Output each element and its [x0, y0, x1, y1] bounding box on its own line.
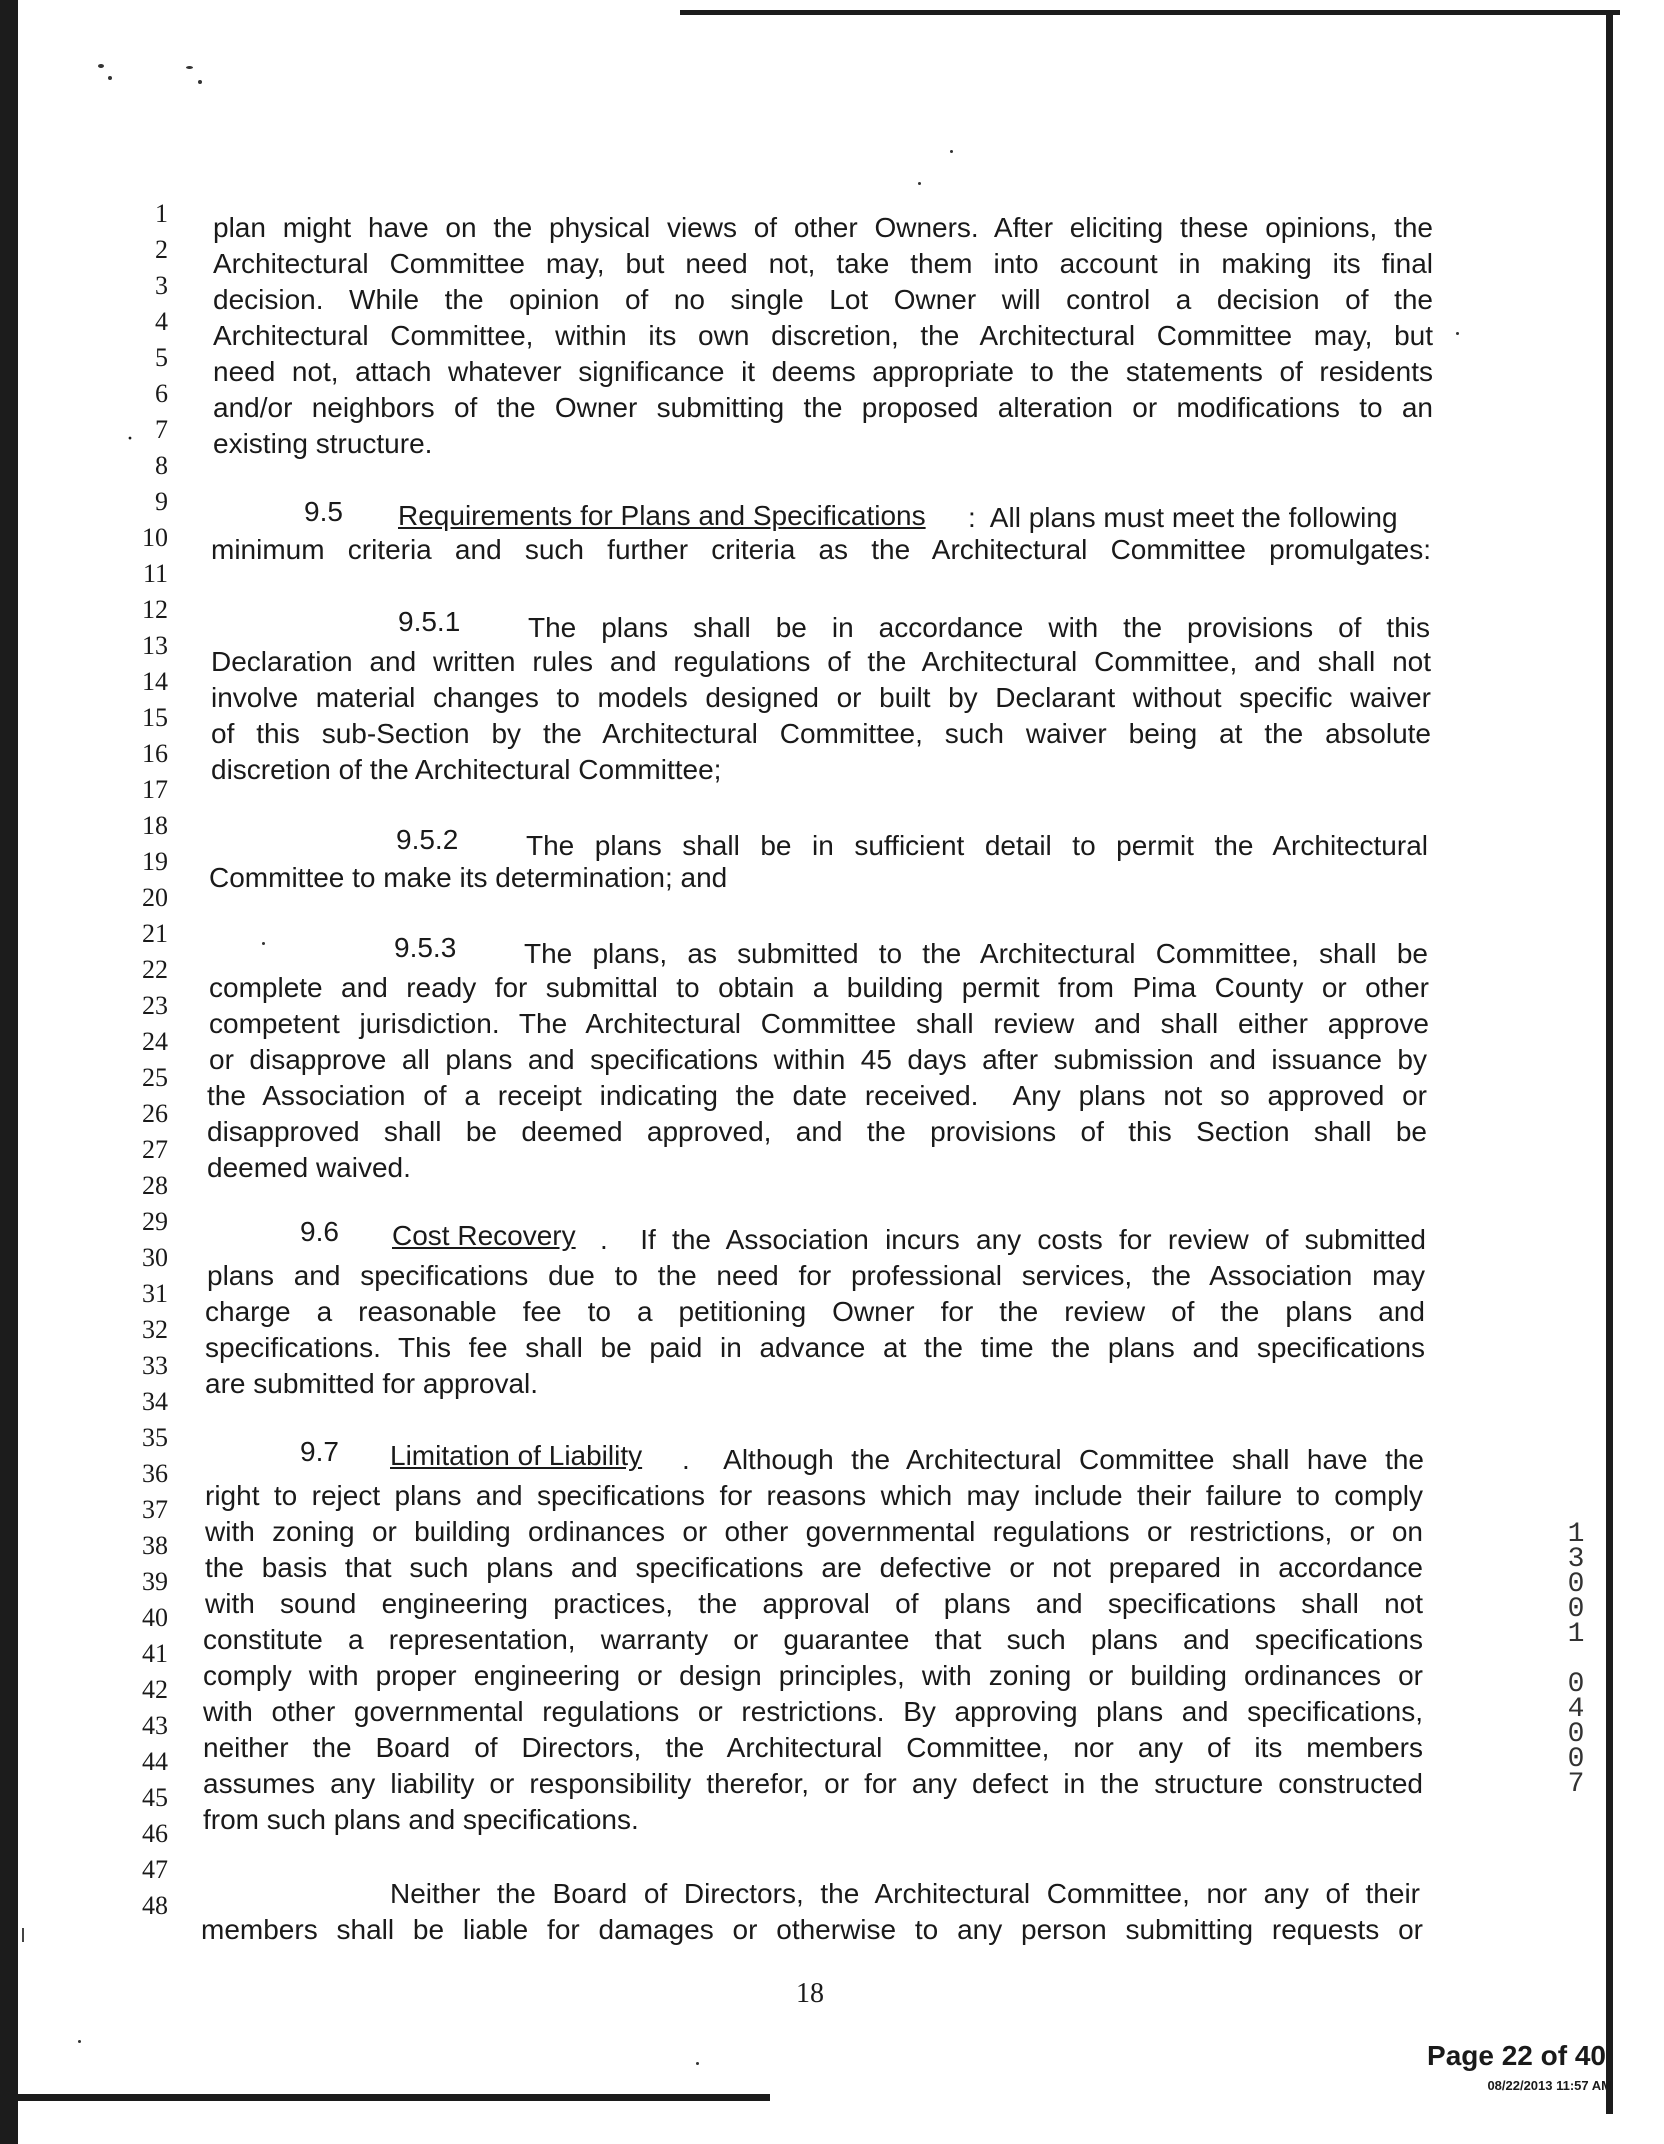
line-number: 25	[142, 1063, 168, 1092]
line-number: 31	[142, 1279, 168, 1308]
body-text-line: members shall be liable for damages or otherwise to any person submitting requests or	[201, 1914, 1423, 1945]
scan-speck	[186, 66, 193, 69]
body-text-line: charge a reasonable fee to a petitioning Owner for the review of the plans and	[205, 1296, 1425, 1327]
scan-speck	[78, 2040, 81, 2043]
line-number: 13	[142, 631, 168, 660]
body-text-line: The plans, as submitted to the Architectural Committee, shall be	[524, 938, 1428, 969]
document-id-char: 4	[1567, 1694, 1585, 1725]
body-text-line: competent jurisdiction. The Architectural Committee shall review and shall either approve	[209, 1008, 1429, 1039]
body-text-line: : All plans must meet the following	[968, 502, 1398, 533]
section-number: 9.5	[304, 496, 343, 527]
line-number: 38	[142, 1531, 168, 1560]
body-text-line: Neither the Board of Directors, the Architectural Committee, nor any of their	[390, 1878, 1420, 1909]
line-number: 34	[142, 1387, 168, 1416]
body-text-line: with zoning or building ordinances or other governmental regulations or restrictions, or on	[205, 1516, 1423, 1547]
section-number: 9.6	[300, 1216, 339, 1247]
body-text-line: assumes any liability or responsibility therefor, or for any defect in the structure constructed	[203, 1768, 1423, 1799]
body-text-line: specifications. This fee shall be paid in advance at the time the plans and specifications	[205, 1332, 1425, 1363]
section-heading: Limitation of Liability	[390, 1440, 643, 1471]
scan-speck	[108, 76, 112, 80]
line-number: 15	[142, 703, 168, 732]
line-number: 9	[155, 487, 168, 516]
body-text-line: plans and specifications due to the need for professional services, the Association may	[207, 1260, 1425, 1291]
document-id-char: 0	[1567, 1669, 1585, 1700]
body-text-line: of this sub-Section by the Architectural Committee, such waiver being at the absolute	[211, 718, 1431, 749]
line-number: 5	[155, 343, 168, 372]
line-number: 19	[142, 847, 168, 876]
body-text-line: or disapprove all plans and specifications within 45 days after submission and issuance by	[209, 1044, 1427, 1075]
line-number: 18	[142, 811, 168, 840]
scan-speck	[198, 80, 202, 84]
line-number: 7	[155, 415, 168, 444]
body-text-line: plan might have on the physical views of other Owners. After eliciting these opinions, the	[213, 212, 1433, 243]
section-number: 9.7	[300, 1436, 339, 1467]
scan-bottom-rule	[0, 2094, 770, 2101]
document-id-char: 0	[1567, 1569, 1585, 1600]
body-text-line: with other governmental regulations or restrictions. By approving plans and specifications,	[203, 1696, 1423, 1727]
margin-mark: ·	[126, 426, 134, 452]
line-number: 20	[142, 883, 168, 912]
line-number: 21	[142, 919, 168, 948]
line-number: 1	[155, 199, 168, 228]
line-number: 17	[142, 775, 168, 804]
scan-speck	[262, 942, 265, 945]
body-text-line: The plans shall be in accordance with the provisions of this	[528, 612, 1430, 643]
line-number: 29	[142, 1207, 168, 1236]
line-number: 12	[142, 595, 168, 624]
scan-right-rule	[1606, 14, 1613, 2114]
document-id-char: 1	[1567, 1619, 1585, 1650]
line-number: 14	[142, 667, 168, 696]
body-text-line: decision. While the opinion of no single Lot Owner will control a decision of the	[213, 284, 1433, 315]
line-number: 3	[155, 271, 168, 300]
line-number: 27	[142, 1135, 168, 1164]
body-text-line: Architectural Committee, within its own discretion, the Architectural Committee may, but	[213, 320, 1433, 351]
body-text-line: . If the Association incurs any costs for review of submitted	[600, 1224, 1426, 1255]
page-stamp: Page 22 of 40	[1427, 2040, 1606, 2071]
line-number: 35	[142, 1423, 168, 1452]
line-number: 8	[155, 451, 168, 480]
line-number: 4	[155, 307, 168, 336]
margin-tick	[22, 1928, 24, 1942]
line-number: 39	[142, 1567, 168, 1596]
document-id-char: 1	[1567, 1519, 1585, 1550]
line-number: 42	[142, 1675, 168, 1704]
body-text-line: are submitted for approval.	[205, 1368, 539, 1399]
page-number: 18	[796, 1978, 824, 2009]
line-number: 11	[142, 559, 168, 588]
date-stamp: 08/22/2013 11:57 AM	[1487, 2078, 1612, 2093]
line-number: 33	[142, 1351, 168, 1380]
body-text-line: . Although the Architectural Committee shall have the	[682, 1444, 1424, 1475]
line-number: 48	[142, 1891, 168, 1920]
body-text-line: and/or neighbors of the Owner submitting the proposed alteration or modifications to an	[213, 392, 1433, 423]
body-text-line: Declaration and written rules and regulations of the Architectural Committee, and shall not	[211, 646, 1431, 677]
scan-top-rule	[680, 10, 1620, 15]
scan-speck	[1456, 332, 1459, 335]
line-number: 24	[142, 1027, 168, 1056]
line-number: 37	[142, 1495, 168, 1524]
line-number: 41	[142, 1639, 168, 1668]
scan-speck	[98, 64, 104, 68]
body-text-line: with sound engineering practices, the approval of plans and specifications shall not	[205, 1588, 1423, 1619]
scan-speck	[918, 182, 921, 185]
line-number: 22	[142, 955, 168, 984]
line-number: 28	[142, 1171, 168, 1200]
body-text-line: from such plans and specifications.	[203, 1804, 639, 1835]
line-number: 36	[142, 1459, 168, 1488]
scan-speck	[950, 150, 953, 153]
body-text-line: the Association of a receipt indicating the date received. Any plans not so approved or	[207, 1080, 1427, 1111]
body-text-line: The plans shall be in sufficient detail to permit the Architectural	[526, 830, 1428, 861]
line-number: 6	[155, 379, 168, 408]
body-text-line: existing structure.	[213, 428, 433, 459]
line-number: 44	[142, 1747, 168, 1776]
line-number: 47	[142, 1855, 168, 1884]
section-number: 9.5.1	[398, 606, 461, 637]
body-text-line: Committee to make its determination; and	[209, 862, 728, 893]
line-number: 32	[142, 1315, 168, 1344]
body-text-line: need not, attach whatever significance it deems appropriate to the statements of residents	[213, 356, 1433, 387]
line-number: 46	[142, 1819, 168, 1848]
document-id-char: 3	[1567, 1544, 1585, 1575]
document-id-char: 0	[1567, 1719, 1585, 1750]
section-number: 9.5.2	[396, 824, 459, 855]
document-id-vertical	[1556, 1519, 1596, 1800]
line-number: 2	[155, 235, 168, 264]
line-number: 26	[142, 1099, 168, 1128]
body-text-line: discretion of the Architectural Committee;	[211, 754, 722, 785]
scan-speck	[696, 2062, 699, 2065]
line-number: 16	[142, 739, 168, 768]
body-text-line: neither the Board of Directors, the Architectural Committee, nor any of its members	[203, 1732, 1423, 1763]
line-number: 30	[142, 1243, 168, 1272]
body-text-line: constitute a representation, warranty or guarantee that such plans and specifications	[203, 1624, 1423, 1655]
line-number: 23	[142, 991, 168, 1020]
document-id-char: 7	[1567, 1769, 1585, 1800]
body-text-line: complete and ready for submittal to obtain a building permit from Pima County or other	[209, 972, 1429, 1003]
body-text-line: the basis that such plans and specifications are defective or not prepared in accordance	[205, 1552, 1423, 1583]
body-text-line: comply with proper engineering or design principles, with zoning or building ordinances or	[203, 1660, 1423, 1691]
section-number: 9.5.3	[394, 932, 457, 963]
line-number: 43	[142, 1711, 168, 1740]
line-number: 10	[142, 523, 168, 552]
body-text-line: involve material changes to models designed or built by Declarant without specific waiver	[211, 682, 1431, 713]
body-text-line: disapproved shall be deemed approved, and the provisions of this Section shall be	[207, 1116, 1427, 1147]
body-text-line: right to reject plans and specifications for reasons which may include their failure to comply	[205, 1480, 1423, 1511]
section-heading: Cost Recovery	[392, 1220, 576, 1251]
body-text-line: deemed waived.	[207, 1152, 411, 1183]
document-id-char: 0	[1567, 1594, 1585, 1625]
body-text-line: Architectural Committee may, but need not, take them into account in making its final	[213, 248, 1433, 279]
document-id-char: 0	[1567, 1744, 1585, 1775]
section-heading: Requirements for Plans and Specifications	[398, 500, 926, 531]
body-text-line: minimum criteria and such further criteria as the Architectural Committee promulgates:	[211, 534, 1431, 565]
line-number: 45	[142, 1783, 168, 1812]
line-number: 40	[142, 1603, 168, 1632]
